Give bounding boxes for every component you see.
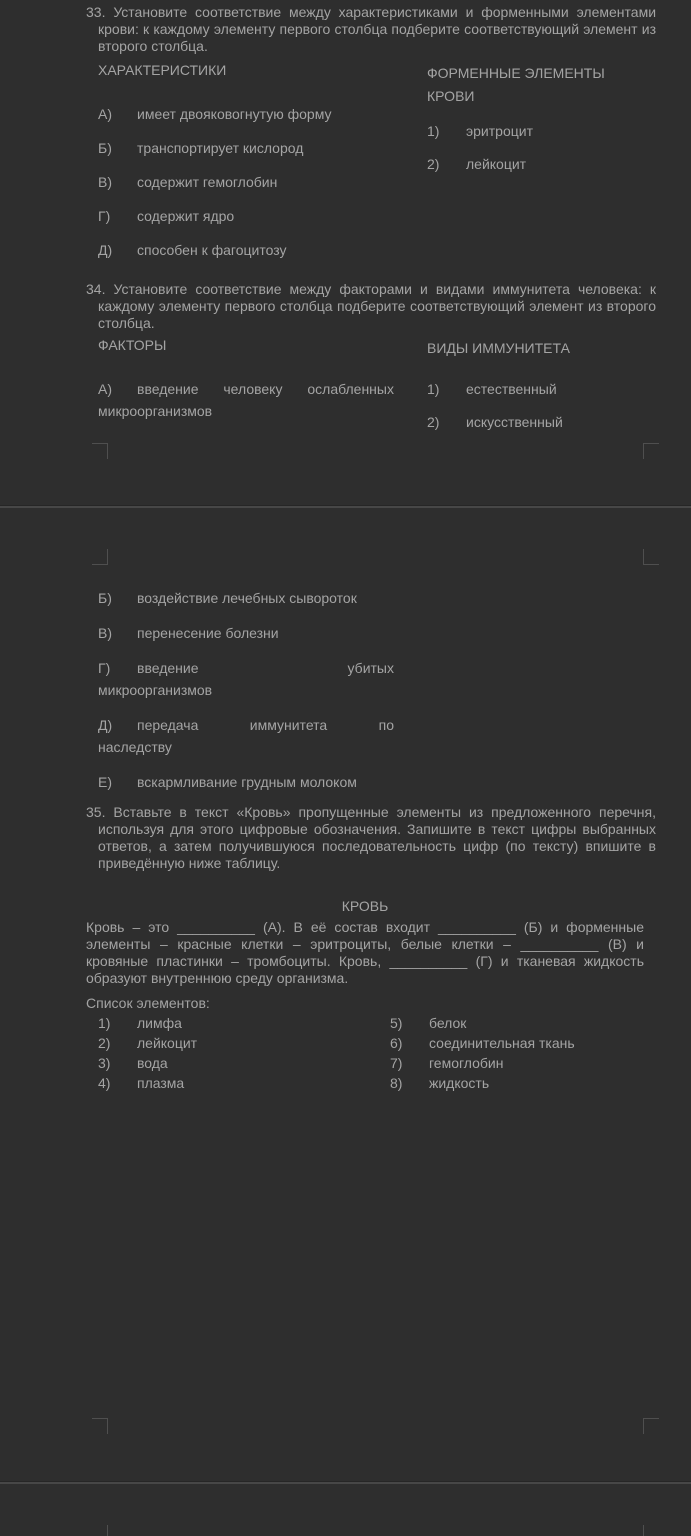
q34-number: 34. bbox=[86, 281, 106, 297]
q33-left-header: ХАРАКТЕРИСТИКИ bbox=[98, 62, 227, 78]
option-text: лейкоцит bbox=[466, 156, 527, 172]
list-item bbox=[98, 1013, 390, 1033]
option-label: 2) bbox=[427, 156, 440, 172]
justified-line bbox=[98, 378, 394, 400]
list-item bbox=[98, 205, 427, 227]
q35-list-title: Список элементов: bbox=[86, 995, 210, 1011]
option-label: 1) bbox=[427, 381, 440, 397]
item-label: А) bbox=[98, 106, 112, 122]
item-text: вода bbox=[137, 1055, 168, 1071]
item-label: В) bbox=[98, 625, 112, 641]
item-label: В) bbox=[98, 174, 112, 190]
page-corner-mark bbox=[643, 1525, 659, 1536]
q35-intro bbox=[86, 804, 656, 872]
page-corner-mark bbox=[92, 1525, 108, 1536]
item-word: передача bbox=[137, 717, 199, 733]
item-label: Б) bbox=[98, 590, 112, 606]
item-word: человеку bbox=[223, 381, 283, 397]
item-label: 8) bbox=[390, 1075, 403, 1091]
page-corner-mark bbox=[92, 549, 108, 565]
item-text: имеет двояковогнутую форму bbox=[137, 106, 332, 122]
list-item bbox=[390, 1033, 644, 1053]
item-text: плазма bbox=[137, 1075, 185, 1091]
q33-columns bbox=[86, 62, 644, 261]
page-corner-mark bbox=[643, 549, 659, 565]
item-label: Б) bbox=[98, 140, 112, 156]
item-word: убитых bbox=[347, 660, 394, 676]
item-text: лейкоцит bbox=[137, 1035, 198, 1051]
list-item bbox=[98, 1073, 390, 1093]
list-item bbox=[390, 1073, 644, 1093]
item-label: 7) bbox=[390, 1055, 403, 1071]
list-column-right bbox=[390, 1013, 644, 1093]
item-text: перенесение болезни bbox=[137, 625, 279, 641]
list-item bbox=[98, 622, 394, 644]
list-item bbox=[98, 239, 427, 261]
item-wrap-line: микроорганизмов bbox=[98, 403, 213, 419]
q35-title: КРОВЬ bbox=[341, 898, 389, 914]
item-label: 5) bbox=[390, 1015, 403, 1031]
page-corner-mark bbox=[92, 1418, 108, 1434]
option-item bbox=[427, 411, 644, 433]
option-text: эритроцит bbox=[466, 123, 533, 139]
item-text: вскармливание грудным молоком bbox=[137, 774, 357, 790]
q33-intro-text: Установите соответствие между характеристиками и форменными элементами крови: к каждому элементу первого столбца подберите соответствующий элемент из второго столбца. bbox=[98, 4, 657, 54]
list-item bbox=[98, 171, 427, 193]
option-text: искусственный bbox=[466, 414, 563, 430]
item-label: Д) bbox=[98, 717, 113, 733]
item-word: введение bbox=[137, 381, 199, 397]
page-corner-mark bbox=[643, 1418, 659, 1434]
item-text: воздействие лечебных сывороток bbox=[137, 590, 357, 606]
item-label: 2) bbox=[98, 1035, 111, 1051]
item-text: содержит ядро bbox=[137, 208, 235, 224]
justified-line bbox=[98, 714, 394, 736]
q34-left-column bbox=[86, 337, 427, 433]
q34-intro-text: Установите соответствие между факторами и видами иммунитета человека: к каждому элементу первого столбца подберите соответствующий элемент из второго столбца. bbox=[98, 281, 656, 331]
page-3 bbox=[0, 1484, 691, 1536]
q35-number: 35. bbox=[86, 804, 106, 820]
item-text: белок bbox=[429, 1015, 467, 1031]
q34-left-header: ФАКТОРЫ bbox=[98, 337, 167, 353]
item-text: содержит гемоглобин bbox=[137, 174, 278, 190]
justified-line bbox=[98, 657, 394, 679]
q35-intro-text: Вставьте в текст «Кровь» пропущенные элементы из предложенного перечня, используя для этого цифровые обозначения. Запишите в текст цифры выбранных ответов, а затем получившуюся последовательность цифр (по тексту) впишите в приведённую ниже таблицу. bbox=[98, 804, 656, 871]
option-item bbox=[427, 153, 644, 175]
item-text: жидкость bbox=[429, 1075, 490, 1091]
item-wrap-line: микроорганизмов bbox=[98, 682, 213, 698]
page-2 bbox=[0, 508, 691, 1481]
item-word: введение bbox=[137, 660, 199, 676]
item-label: А) bbox=[98, 381, 112, 397]
page-corner-mark bbox=[92, 443, 108, 459]
list-item bbox=[98, 657, 394, 701]
q34-columns bbox=[86, 337, 644, 433]
q33-intro bbox=[86, 4, 656, 55]
q35-element-list bbox=[98, 1013, 644, 1093]
item-text: способен к фагоцитозу bbox=[137, 242, 287, 258]
item-text: соединительная ткань bbox=[429, 1035, 575, 1051]
list-item bbox=[98, 1053, 390, 1073]
list-column-left bbox=[98, 1013, 390, 1093]
item-label: Г) bbox=[98, 208, 111, 224]
item-label: 4) bbox=[98, 1075, 111, 1091]
item-text: лимфа bbox=[137, 1015, 182, 1031]
list-item bbox=[390, 1053, 644, 1073]
option-item bbox=[427, 378, 644, 400]
q33-right-column bbox=[427, 62, 644, 261]
page-1 bbox=[0, 0, 691, 505]
q33-left-column bbox=[86, 62, 427, 261]
item-label: Г) bbox=[98, 660, 111, 676]
option-text: естественный bbox=[466, 381, 557, 397]
item-word: ослабленных bbox=[307, 381, 394, 397]
q34-intro bbox=[86, 281, 656, 332]
q35-body: Кровь – это __________ (А). В её состав входит __________ (Б) и форменные элементы – красные клетки – эритроциты, белые клетки – __________ (В) и кровяные пластинки – тромбоциты. Кровь, __________ (Г) и тканевая жидкость образуют внутреннюю среду организма. bbox=[86, 919, 644, 986]
item-label: 1) bbox=[98, 1015, 111, 1031]
q33-number: 33. bbox=[86, 4, 106, 20]
list-item bbox=[98, 137, 427, 159]
list-item bbox=[98, 771, 394, 793]
list-item bbox=[98, 714, 394, 758]
item-wrap-line: наследству bbox=[98, 739, 172, 755]
list-item bbox=[98, 378, 394, 422]
q34-items-continued bbox=[98, 574, 394, 793]
q33-right-header: ФОРМЕННЫЕ ЭЛЕМЕНТЫ КРОВИ bbox=[427, 65, 605, 104]
option-label: 1) bbox=[427, 123, 440, 139]
list-item bbox=[98, 587, 394, 609]
option-label: 2) bbox=[427, 414, 440, 430]
item-label: 3) bbox=[98, 1055, 111, 1071]
item-text: транспортирует кислород bbox=[137, 140, 304, 156]
q34-right-column bbox=[427, 337, 644, 433]
item-label: Д) bbox=[98, 242, 113, 258]
list-item bbox=[98, 1033, 390, 1053]
page-corner-mark bbox=[643, 443, 659, 459]
option-item bbox=[427, 120, 644, 142]
item-word: по bbox=[378, 717, 394, 733]
list-item bbox=[390, 1013, 644, 1033]
item-label: Е) bbox=[98, 774, 112, 790]
list-item bbox=[98, 103, 427, 125]
item-word: иммунитета bbox=[249, 717, 328, 733]
item-label: 6) bbox=[390, 1035, 403, 1051]
item-text: гемоглобин bbox=[429, 1055, 504, 1071]
q34-right-header: ВИДЫ ИММУНИТЕТА bbox=[427, 340, 570, 356]
